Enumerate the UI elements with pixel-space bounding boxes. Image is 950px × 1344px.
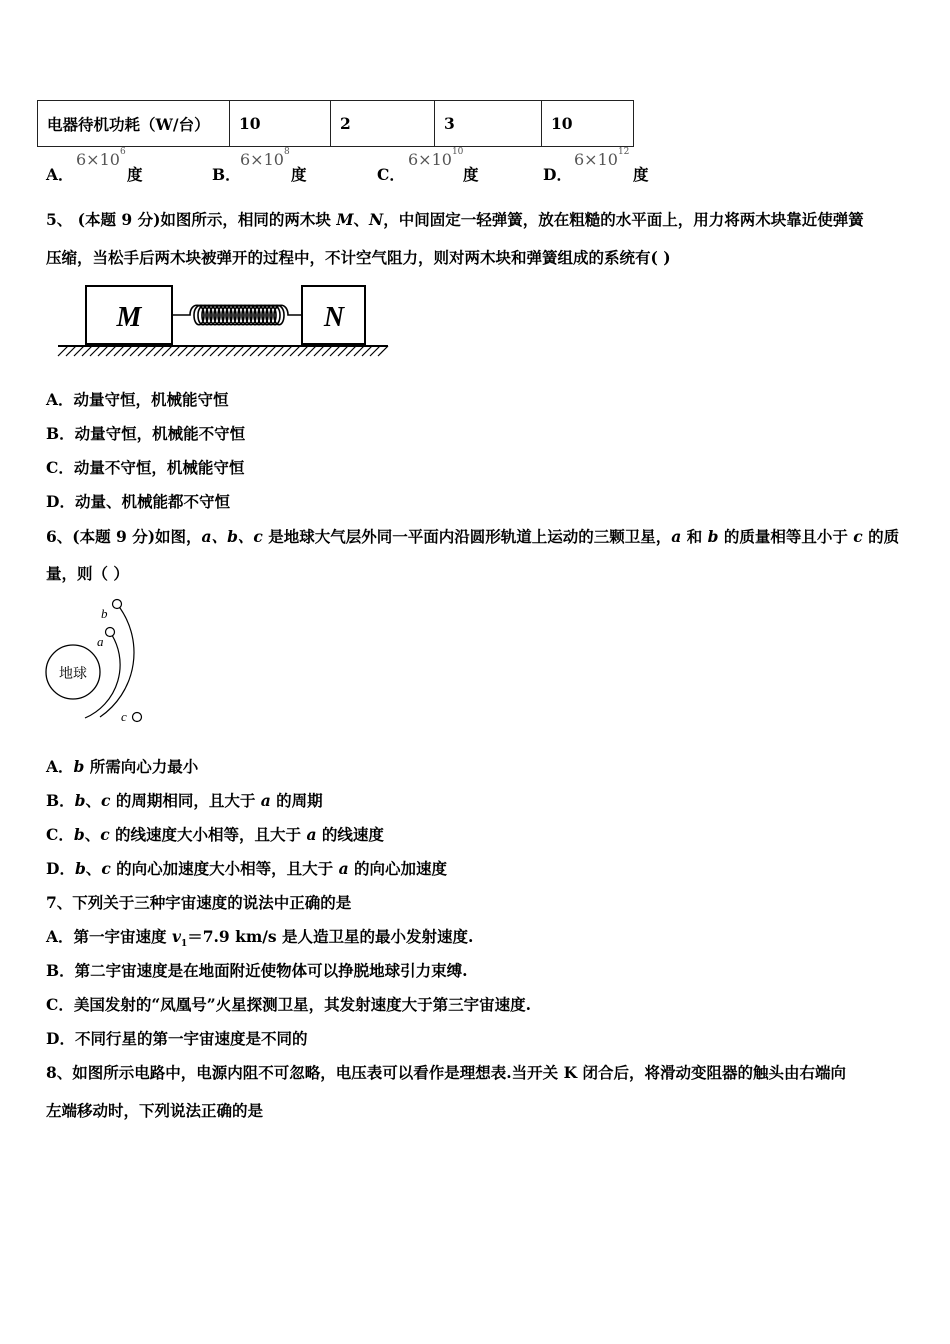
label-a: a: [97, 634, 104, 649]
option-unit: 度: [127, 165, 143, 184]
q5-option-d[interactable]: D．动量、机械能都不守恒: [46, 492, 230, 511]
q6-figure: [40, 594, 170, 730]
option-label: D．: [543, 165, 572, 184]
q6-option-c[interactable]: C．b、c 的线速度大小相等，且大于 a 的线速度: [46, 825, 384, 844]
power-table: [37, 100, 634, 147]
option-value: $6\times 10^6$: [76, 147, 126, 169]
option-value: $6\times 10^{12}$: [574, 147, 630, 169]
q6-option-a[interactable]: A．b 所需向心力最小: [46, 757, 199, 776]
q5-stem-line1: 5、 (本题 9 分)如图所示，相同的两木块 M、N，中间固定一轻弹簧，放在粗糙的水平面上，用力将两木块靠近使弹簧: [46, 210, 864, 229]
option-label: C．: [377, 165, 405, 184]
q5-option-a[interactable]: A．动量守恒，机械能守恒: [46, 390, 229, 409]
q6-option-d[interactable]: D．b、c 的向心加速度大小相等，且大于 a 的向心加速度: [46, 859, 448, 878]
q8-stem-line1: 8、如图所示电路中，电源内阻不可忽略，电压表可以看作是理想表.当开关 K 闭合后，将滑动变阻器的触头由右端向: [46, 1063, 846, 1082]
label-n: N: [323, 302, 345, 333]
label-b: b: [101, 606, 108, 621]
option-label: A．: [46, 165, 74, 184]
q5-option-b[interactable]: B．动量守恒，机械能不守恒: [46, 424, 246, 443]
option-unit: 度: [463, 165, 479, 184]
ground-hatch: [58, 346, 388, 356]
option-unit: 度: [633, 165, 649, 184]
q5-figure: [56, 282, 392, 362]
q8-stem-line2: 左端移动时，下列说法正确的是: [46, 1101, 264, 1120]
table-cell: 3: [435, 101, 542, 147]
earth-label: 地球: [59, 666, 87, 682]
label-m: M: [116, 302, 142, 333]
satellite-c: [133, 713, 142, 722]
satellite-b: [113, 600, 122, 609]
q7-option-d[interactable]: D．不同行星的第一宇宙速度是不同的: [46, 1029, 308, 1048]
option-value: $6\times 10^{10}$: [408, 147, 464, 169]
table-label-cell: 电器待机功耗（W/台）: [38, 101, 230, 147]
q7-stem: 7、下列关于三种宇宙速度的说法中正确的是: [46, 893, 352, 912]
q7-option-c[interactable]: C．美国发射的“凤凰号”火星探测卫星，其发射速度大于第三宇宙速度.: [46, 995, 532, 1014]
option-unit: 度: [291, 165, 307, 184]
option-label: B．: [212, 165, 241, 184]
label-c: c: [121, 709, 127, 724]
spring: [172, 305, 302, 325]
q7-option-a[interactable]: A．第一宇宙速度 $v_1=7.9$ km/s 是人造卫星的最小发射速度.: [46, 927, 474, 950]
table-cell: 10: [230, 101, 331, 147]
q5-option-c[interactable]: C．动量不守恒，机械能守恒: [46, 458, 245, 477]
q6-stem-line2: 量，则（ ）: [46, 564, 129, 583]
table-cell: 2: [331, 101, 435, 147]
option-value: $6\times 10^8$: [240, 147, 290, 169]
table-cell: 10: [542, 101, 634, 147]
q6-stem-line1: 6、(本题 9 分)如图，a、b、c 是地球大气层外同一平面内沿圆形轨道上运动的三颗卫星，a 和 b 的质量相等且小于 c 的质: [46, 527, 900, 546]
q5-stem-line2: 压缩，当松手后两木块被弹开的过程中，不计空气阻力，则对两木块和弹簧组成的系统有( ): [46, 248, 671, 267]
q6-option-b[interactable]: B．b、c 的周期相同，且大于 a 的周期: [46, 791, 323, 810]
table-row: [38, 101, 634, 147]
satellite-a: [106, 628, 115, 637]
q7-option-b[interactable]: B．第二宇宙速度是在地面附近使物体可以挣脱地球引力束缚.: [46, 961, 468, 980]
